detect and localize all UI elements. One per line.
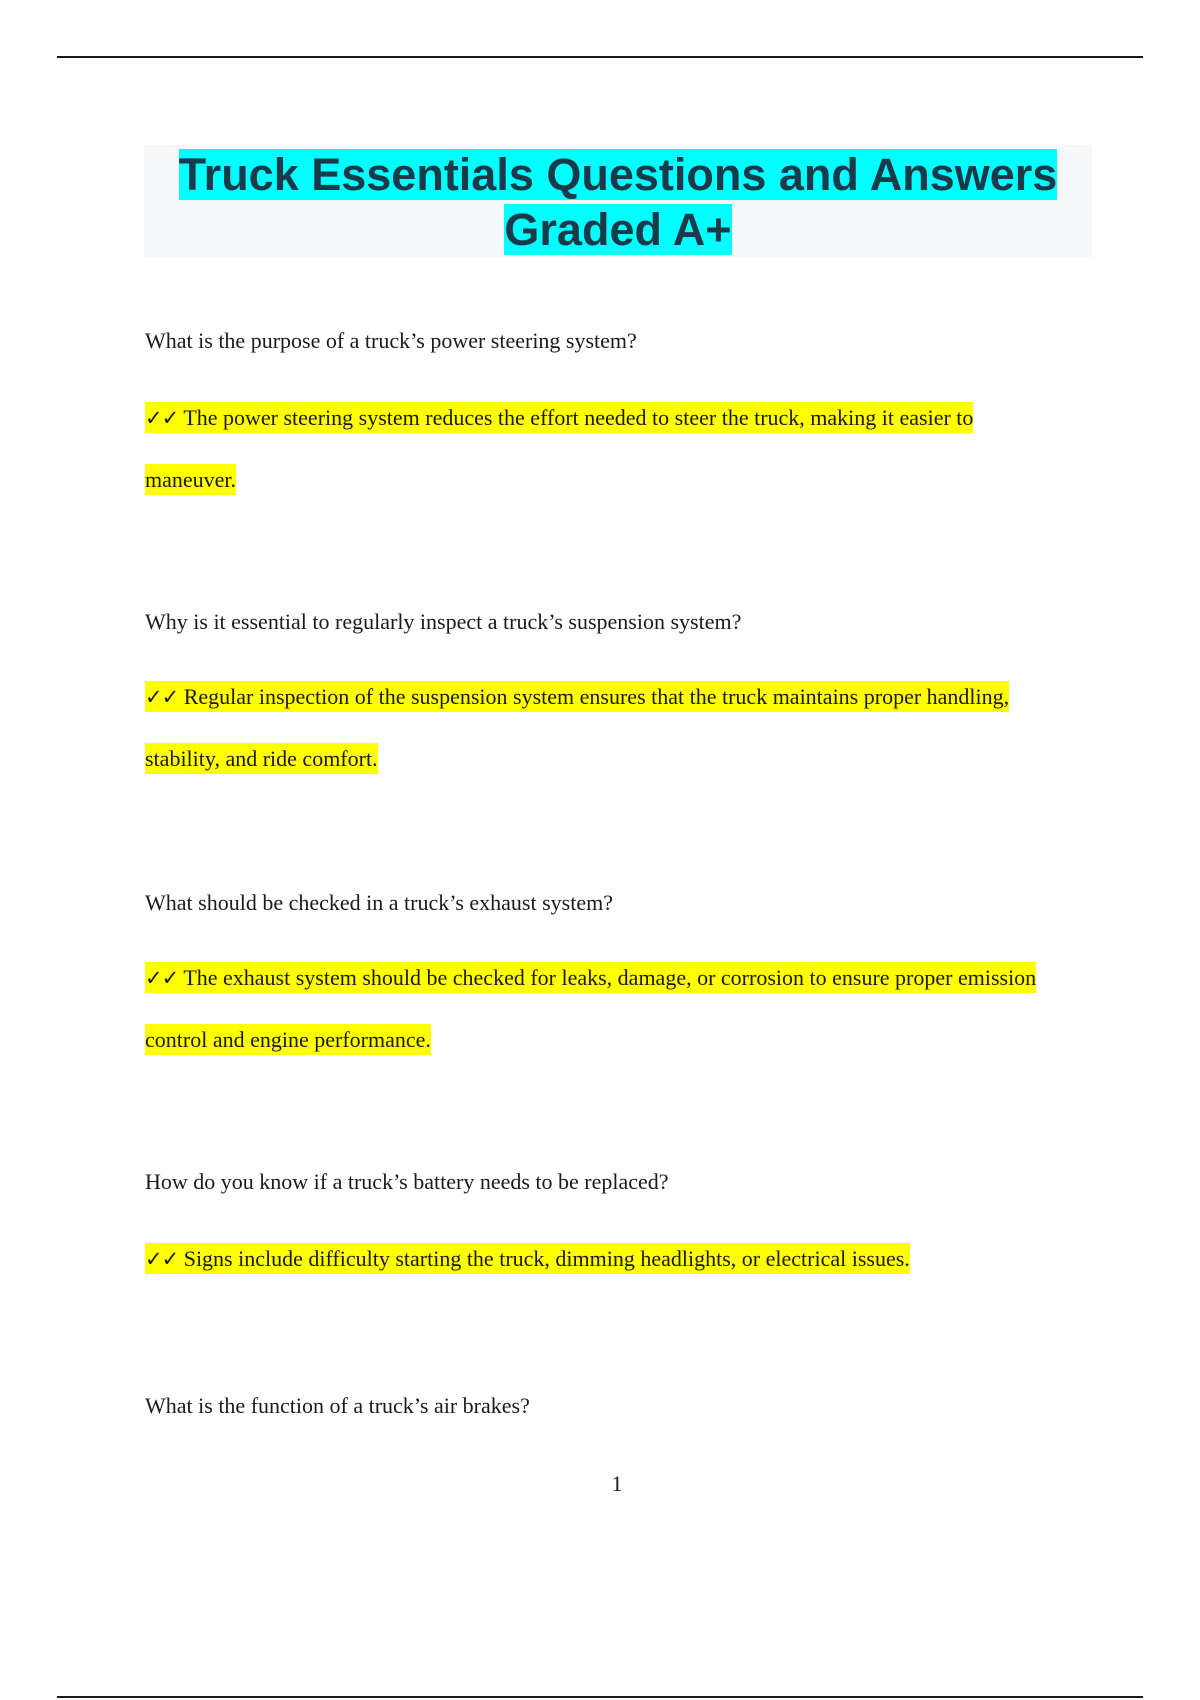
answer-2-text: Regular inspection of the suspension system ensures that the truck maintains proper handling, stability, and ride comfort. xyxy=(145,684,1010,771)
question-1: What is the purpose of a truck’s power steering system? xyxy=(145,328,637,353)
question-4: How do you know if a truck’s battery needs to be replaced? xyxy=(145,1169,669,1194)
answer-3-text: The exhaust system should be checked for leaks, damage, or corrosion to ensure proper emission control and engine performance. xyxy=(145,965,1037,1052)
check-mark-icon: ✓✓ xyxy=(145,406,179,430)
bottom-rule xyxy=(57,1696,1143,1698)
question-2: Why is it essential to regularly inspect a truck’s suspension system? xyxy=(145,609,742,634)
question-5: What is the function of a truck’s air brakes? xyxy=(145,1393,530,1418)
answer-2 xyxy=(145,666,1065,789)
check-mark-icon: ✓✓ xyxy=(145,685,179,709)
page-number: 1 xyxy=(611,1471,623,1496)
top-rule xyxy=(57,56,1143,58)
title-band xyxy=(144,145,1092,257)
answer-1-text: The power steering system reduces the effort needed to steer the truck, making it easier to maneuver. xyxy=(145,405,974,492)
answer-4-text: Signs include difficulty starting the truck, dimming headlights, or electrical issues. xyxy=(183,1246,910,1271)
check-mark-icon: ✓✓ xyxy=(145,1247,179,1271)
answer-3 xyxy=(145,947,1065,1070)
document-title: Truck Essentials Questions and Answers Graded A+ xyxy=(178,149,1058,255)
answer-1 xyxy=(145,387,1065,510)
answer-4 xyxy=(145,1228,1065,1290)
check-mark-icon: ✓✓ xyxy=(145,966,179,990)
question-3: What should be checked in a truck’s exhaust system? xyxy=(145,890,613,915)
